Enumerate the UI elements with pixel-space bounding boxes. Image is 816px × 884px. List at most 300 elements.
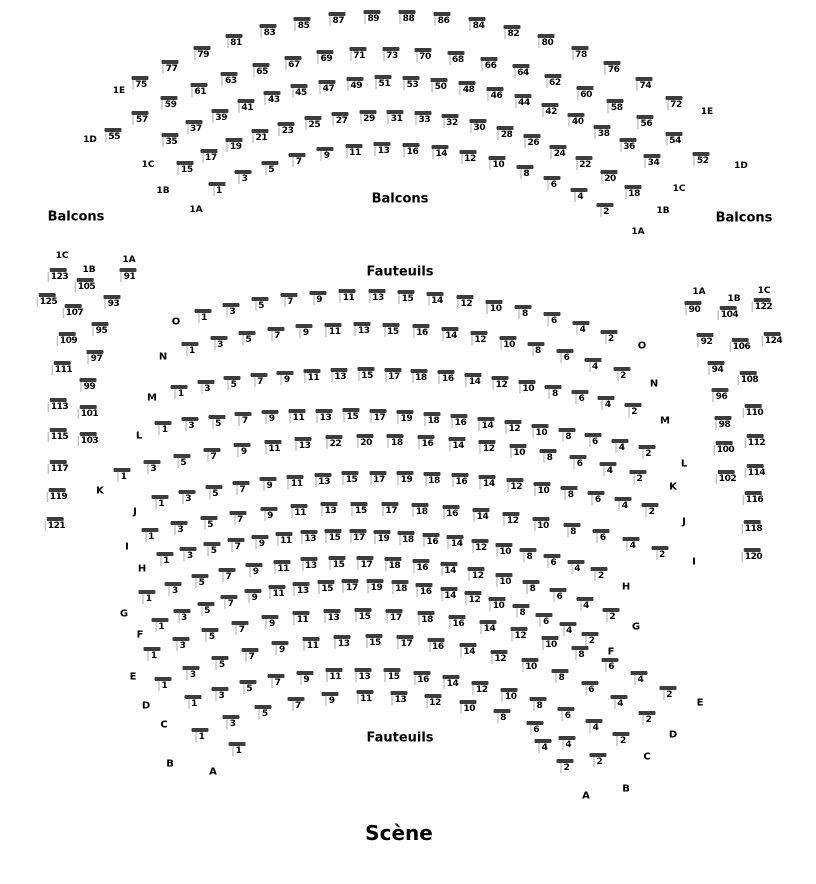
- seat-C-4[interactable]: [586, 719, 603, 733]
- seat-M-14[interactable]: [465, 373, 482, 387]
- seat-O-4[interactable]: [573, 321, 590, 335]
- seat-1D-59[interactable]: [161, 96, 178, 110]
- seat-I-7[interactable]: [230, 511, 247, 525]
- seat-O-7[interactable]: [280, 293, 297, 307]
- seat-H-1[interactable]: [156, 552, 173, 566]
- seat-E-12[interactable]: [510, 627, 527, 641]
- seat-H-8[interactable]: [519, 548, 536, 562]
- seat-F-3[interactable]: [174, 609, 191, 623]
- seat-1C-40[interactable]: [568, 113, 585, 127]
- seat-1E-74[interactable]: [635, 77, 652, 91]
- seat-N-5[interactable]: [238, 331, 255, 345]
- seat-K-13[interactable]: [295, 437, 312, 451]
- seat-B-11[interactable]: [356, 690, 373, 704]
- seat-G-2[interactable]: [602, 608, 619, 622]
- seat-I-3[interactable]: [170, 521, 187, 535]
- seat-1D-68[interactable]: [448, 51, 465, 65]
- seat-1E-80[interactable]: [538, 34, 555, 48]
- seat-1A-16[interactable]: [403, 143, 420, 157]
- seat-1D-70[interactable]: [415, 48, 432, 62]
- seat-1D-54[interactable]: [665, 132, 682, 146]
- seat-side-right-out-112[interactable]: [745, 434, 766, 448]
- seat-H-17[interactable]: [349, 529, 366, 543]
- seat-1C-49[interactable]: [346, 77, 363, 91]
- seat-1E-72[interactable]: [666, 96, 683, 110]
- seat-J-5[interactable]: [205, 485, 222, 499]
- seat-G-7[interactable]: [218, 568, 235, 582]
- seat-I-11[interactable]: [290, 504, 307, 518]
- seat-side-left-1A-93[interactable]: [104, 295, 121, 309]
- seat-D-10[interactable]: [521, 658, 538, 672]
- seat-O-3[interactable]: [222, 303, 239, 317]
- seat-1B-26[interactable]: [523, 134, 540, 148]
- seat-F-16[interactable]: [416, 583, 433, 597]
- seat-1C-36[interactable]: [619, 138, 636, 152]
- seat-M-4[interactable]: [598, 396, 615, 410]
- seat-side-right-out-118[interactable]: [742, 520, 763, 534]
- seat-F-4[interactable]: [559, 622, 576, 636]
- seat-G-8[interactable]: [523, 580, 540, 594]
- seat-I-6[interactable]: [593, 529, 610, 543]
- seat-N-14[interactable]: [441, 327, 458, 341]
- seat-1E-75[interactable]: [131, 76, 148, 90]
- seat-side-left-1B-107[interactable]: [63, 304, 84, 318]
- seat-1D-61[interactable]: [190, 83, 207, 97]
- seat-J-6[interactable]: [588, 491, 605, 505]
- seat-F-19[interactable]: [367, 579, 384, 593]
- seat-1C-41[interactable]: [237, 99, 254, 113]
- seat-N-2[interactable]: [613, 367, 630, 381]
- seat-H-14[interactable]: [447, 535, 464, 549]
- seat-I-9[interactable]: [260, 507, 277, 521]
- seat-N-13[interactable]: [354, 322, 371, 336]
- seat-1E-84[interactable]: [469, 17, 486, 31]
- seat-side-right-1A-100[interactable]: [714, 441, 735, 455]
- seat-1E-82[interactable]: [503, 25, 520, 39]
- seat-D-2[interactable]: [639, 711, 656, 725]
- seat-G-17[interactable]: [357, 556, 374, 570]
- seat-side-left-1A-99[interactable]: [80, 378, 97, 392]
- seat-B-8[interactable]: [493, 709, 510, 723]
- seat-side-right-1C-124[interactable]: [762, 332, 783, 346]
- seat-I-15[interactable]: [351, 502, 368, 516]
- seat-1E-79[interactable]: [193, 46, 210, 60]
- seat-D-15[interactable]: [365, 634, 382, 648]
- seat-G-14[interactable]: [440, 562, 457, 576]
- seat-L-16[interactable]: [451, 414, 468, 428]
- seat-C-5[interactable]: [239, 680, 256, 694]
- seat-O-9[interactable]: [309, 291, 326, 305]
- seat-1B-32[interactable]: [442, 114, 459, 128]
- seat-K-16[interactable]: [418, 435, 435, 449]
- seat-side-right-1A-98[interactable]: [715, 416, 732, 430]
- seat-side-right-1A-90[interactable]: [685, 301, 702, 315]
- seat-E-15[interactable]: [355, 608, 372, 622]
- seat-F-18[interactable]: [391, 580, 408, 594]
- seat-M-12[interactable]: [492, 376, 509, 390]
- seat-L-2[interactable]: [638, 445, 655, 459]
- seat-1C-50[interactable]: [431, 78, 448, 92]
- seat-O-2[interactable]: [601, 330, 618, 344]
- seat-H-18[interactable]: [398, 531, 415, 545]
- seat-H-3[interactable]: [180, 547, 197, 561]
- seat-D-13[interactable]: [334, 635, 351, 649]
- seat-E-8[interactable]: [571, 646, 588, 660]
- seat-N-1[interactable]: [182, 342, 199, 356]
- seat-J-2[interactable]: [642, 503, 659, 517]
- seat-N-11[interactable]: [325, 323, 342, 337]
- seat-side-left-1A-101[interactable]: [78, 405, 99, 419]
- seat-O-11[interactable]: [339, 289, 356, 303]
- seat-C-14[interactable]: [443, 675, 460, 689]
- seat-G-5[interactable]: [192, 574, 209, 588]
- seat-1C-53[interactable]: [403, 76, 420, 90]
- seat-H-12[interactable]: [471, 539, 488, 553]
- seat-K-8[interactable]: [540, 449, 557, 463]
- seat-D-9[interactable]: [272, 641, 289, 655]
- seat-D-7[interactable]: [242, 648, 259, 662]
- seat-F-5[interactable]: [197, 602, 214, 616]
- seat-L-5[interactable]: [208, 415, 225, 429]
- seat-N-4[interactable]: [585, 358, 602, 372]
- seat-side-right-1A-102[interactable]: [716, 470, 737, 484]
- seat-L-9[interactable]: [262, 410, 279, 424]
- seat-C-2[interactable]: [613, 732, 630, 746]
- seat-E-14[interactable]: [480, 620, 497, 634]
- seat-side-right-1B-104[interactable]: [718, 306, 739, 320]
- seat-1D-63[interactable]: [221, 72, 238, 86]
- seat-1D-64[interactable]: [513, 64, 530, 78]
- seat-L-1[interactable]: [155, 421, 172, 435]
- seat-1C-42[interactable]: [541, 103, 558, 117]
- seat-J-14[interactable]: [479, 475, 496, 489]
- seat-side-left-1C-125[interactable]: [37, 293, 58, 307]
- seat-G-12[interactable]: [468, 567, 485, 581]
- seat-side-left-1C-123[interactable]: [48, 268, 69, 282]
- seat-1C-34[interactable]: [644, 154, 661, 168]
- seat-side-right-1A-96[interactable]: [712, 388, 729, 402]
- seat-1A-3[interactable]: [235, 170, 252, 184]
- seat-H-13[interactable]: [300, 530, 317, 544]
- seat-L-10[interactable]: [531, 424, 548, 438]
- seat-O-8[interactable]: [515, 305, 532, 319]
- seat-1B-28[interactable]: [497, 126, 514, 140]
- seat-side-right-out-116[interactable]: [743, 491, 764, 505]
- seat-N-15[interactable]: [383, 323, 400, 337]
- seat-side-left-1A-97[interactable]: [87, 350, 104, 364]
- seat-B-10[interactable]: [459, 700, 476, 714]
- seat-C-8[interactable]: [529, 697, 546, 711]
- seat-E-18[interactable]: [417, 611, 434, 625]
- seat-A-2[interactable]: [557, 759, 574, 773]
- seat-F-6[interactable]: [536, 613, 553, 627]
- seat-E-1[interactable]: [144, 647, 161, 661]
- seat-E-6[interactable]: [601, 658, 618, 672]
- seat-side-right-1B-106[interactable]: [730, 338, 751, 352]
- seat-1A-8[interactable]: [516, 165, 533, 179]
- seat-J-3[interactable]: [178, 490, 195, 504]
- seat-E-9[interactable]: [262, 615, 279, 629]
- seat-C-13[interactable]: [354, 668, 371, 682]
- seat-O-14[interactable]: [427, 292, 444, 306]
- seat-L-15[interactable]: [342, 408, 359, 422]
- seat-J-9[interactable]: [259, 477, 276, 491]
- seat-side-left-1B-109[interactable]: [57, 332, 78, 346]
- seat-I-4[interactable]: [623, 537, 640, 551]
- seat-D-4[interactable]: [610, 695, 627, 709]
- seat-G-3[interactable]: [165, 582, 182, 596]
- seat-1E-85[interactable]: [294, 17, 311, 31]
- seat-I-17[interactable]: [381, 502, 398, 516]
- seat-H-16[interactable]: [422, 533, 439, 547]
- seat-M-3[interactable]: [197, 380, 214, 394]
- seat-O-10[interactable]: [486, 300, 503, 314]
- seat-L-3[interactable]: [181, 417, 198, 431]
- seat-H-11[interactable]: [276, 532, 293, 546]
- seat-K-9[interactable]: [234, 443, 251, 457]
- seat-F-15[interactable]: [317, 580, 334, 594]
- seat-1D-67[interactable]: [284, 56, 301, 70]
- seat-B-2[interactable]: [589, 753, 606, 767]
- seat-F-1[interactable]: [151, 618, 168, 632]
- seat-B-4[interactable]: [558, 736, 575, 750]
- seat-L-11[interactable]: [289, 409, 306, 423]
- seat-D-8[interactable]: [551, 669, 568, 683]
- seat-J-8[interactable]: [561, 486, 578, 500]
- seat-I-16[interactable]: [442, 505, 459, 519]
- seat-1E-81[interactable]: [226, 34, 243, 48]
- seat-D-6[interactable]: [581, 681, 598, 695]
- seat-G-9[interactable]: [246, 563, 263, 577]
- seat-1E-83[interactable]: [259, 24, 276, 38]
- seat-A-4[interactable]: [535, 739, 552, 753]
- seat-H-2[interactable]: [591, 567, 608, 581]
- seat-1D-52[interactable]: [693, 152, 710, 166]
- seat-1E-89[interactable]: [363, 10, 380, 24]
- seat-1D-65[interactable]: [252, 63, 269, 77]
- seat-M-11[interactable]: [303, 369, 320, 383]
- seat-B-6[interactable]: [526, 721, 543, 735]
- seat-1B-33[interactable]: [414, 111, 431, 125]
- seat-1B-31[interactable]: [387, 110, 404, 124]
- seat-1A-11[interactable]: [345, 144, 362, 158]
- seat-M-1[interactable]: [171, 385, 188, 399]
- seat-L-19[interactable]: [397, 410, 414, 424]
- seat-side-right-out-110[interactable]: [743, 404, 764, 418]
- seat-L-12[interactable]: [504, 420, 521, 434]
- seat-1A-10[interactable]: [488, 156, 505, 170]
- seat-E-13[interactable]: [323, 609, 340, 623]
- seat-G-10[interactable]: [495, 573, 512, 587]
- seat-E-4[interactable]: [630, 671, 647, 685]
- seat-I-10[interactable]: [533, 517, 550, 531]
- seat-C-9[interactable]: [296, 671, 313, 685]
- seat-1A-12[interactable]: [460, 150, 477, 164]
- seat-C-7[interactable]: [268, 674, 285, 688]
- seat-K-1[interactable]: [114, 468, 131, 482]
- seat-1C-43[interactable]: [264, 91, 281, 105]
- seat-J-4[interactable]: [615, 497, 632, 511]
- seat-side-left-out-119[interactable]: [47, 488, 68, 502]
- seat-1B-20[interactable]: [600, 170, 617, 184]
- seat-C-11[interactable]: [325, 668, 342, 682]
- seat-H-19[interactable]: [374, 530, 391, 544]
- seat-1D-58[interactable]: [607, 99, 624, 113]
- seat-side-left-out-115[interactable]: [48, 428, 69, 442]
- seat-K-3[interactable]: [143, 460, 160, 474]
- seat-B-12[interactable]: [425, 694, 442, 708]
- seat-I-14[interactable]: [472, 508, 489, 522]
- seat-side-left-1A-103[interactable]: [78, 432, 99, 446]
- seat-G-1[interactable]: [139, 590, 156, 604]
- seat-E-3[interactable]: [173, 637, 190, 651]
- seat-J-12[interactable]: [506, 478, 523, 492]
- seat-J-15[interactable]: [342, 471, 359, 485]
- seat-N-3[interactable]: [210, 336, 227, 350]
- seat-L-18[interactable]: [424, 412, 441, 426]
- seat-side-left-1A-91[interactable]: [120, 268, 137, 282]
- seat-D-11[interactable]: [303, 637, 320, 651]
- seat-F-9[interactable]: [244, 589, 261, 603]
- seat-side-right-1A-94[interactable]: [708, 361, 725, 375]
- seat-I-5[interactable]: [200, 516, 217, 530]
- seat-D-1[interactable]: [154, 677, 171, 691]
- seat-1B-30[interactable]: [469, 119, 486, 133]
- seat-N-10[interactable]: [499, 336, 516, 350]
- seat-M-17[interactable]: [384, 368, 401, 382]
- seat-1C-48[interactable]: [459, 81, 476, 95]
- seat-C-16[interactable]: [413, 671, 430, 685]
- seat-E-7[interactable]: [232, 621, 249, 635]
- seat-F-12[interactable]: [464, 591, 481, 605]
- seat-B-5[interactable]: [255, 705, 272, 719]
- seat-F-17[interactable]: [342, 579, 359, 593]
- seat-M-8[interactable]: [545, 385, 562, 399]
- seat-1C-45[interactable]: [291, 84, 308, 98]
- seat-C-3[interactable]: [211, 687, 228, 701]
- seat-E-5[interactable]: [202, 628, 219, 642]
- seat-I-2[interactable]: [652, 546, 669, 560]
- seat-K-7[interactable]: [203, 448, 220, 462]
- seat-1A-7[interactable]: [289, 153, 306, 167]
- seat-O-15[interactable]: [398, 290, 415, 304]
- seat-1C-35[interactable]: [161, 133, 178, 147]
- seat-I-8[interactable]: [563, 523, 580, 537]
- seat-1C-38[interactable]: [594, 125, 611, 139]
- seat-J-13[interactable]: [314, 473, 331, 487]
- seat-G-18[interactable]: [384, 557, 401, 571]
- seat-N-8[interactable]: [528, 342, 545, 356]
- seat-1B-24[interactable]: [550, 145, 567, 159]
- seat-L-4[interactable]: [612, 439, 629, 453]
- seat-side-left-out-121[interactable]: [45, 517, 66, 531]
- seat-H-15[interactable]: [325, 529, 342, 543]
- seat-H-9[interactable]: [252, 535, 269, 549]
- seat-N-16[interactable]: [412, 324, 429, 338]
- seat-B-3[interactable]: [223, 715, 240, 729]
- seat-1D-56[interactable]: [636, 115, 653, 129]
- seat-D-16[interactable]: [428, 638, 445, 652]
- seat-K-10[interactable]: [509, 444, 526, 458]
- seat-O-6[interactable]: [544, 312, 561, 326]
- seat-E-2[interactable]: [659, 686, 676, 700]
- seat-1E-87[interactable]: [328, 12, 345, 26]
- seat-K-4[interactable]: [600, 462, 617, 476]
- seat-M-15[interactable]: [357, 367, 374, 381]
- seat-1B-15[interactable]: [177, 161, 194, 175]
- seat-C-15[interactable]: [384, 668, 401, 682]
- seat-1A-5[interactable]: [261, 161, 278, 175]
- seat-D-14[interactable]: [459, 643, 476, 657]
- seat-D-17[interactable]: [397, 635, 414, 649]
- seat-1B-23[interactable]: [278, 122, 295, 136]
- seat-D-3[interactable]: [183, 666, 200, 680]
- seat-1D-73[interactable]: [382, 47, 399, 61]
- seat-M-16[interactable]: [438, 370, 455, 384]
- seat-1C-46[interactable]: [487, 87, 504, 101]
- seat-F-2[interactable]: [582, 632, 599, 646]
- seat-1B-22[interactable]: [575, 156, 592, 170]
- seat-K-20[interactable]: [356, 434, 373, 448]
- seat-1D-62[interactable]: [545, 74, 562, 88]
- seat-1A-9[interactable]: [317, 147, 334, 161]
- seat-C-6[interactable]: [558, 707, 575, 721]
- seat-B-7[interactable]: [288, 697, 305, 711]
- seat-1C-39[interactable]: [211, 109, 228, 123]
- seat-E-17[interactable]: [386, 609, 403, 623]
- seat-1B-17[interactable]: [201, 149, 218, 163]
- seat-1B-18[interactable]: [624, 185, 641, 199]
- seat-B-9[interactable]: [322, 692, 339, 706]
- seat-J-16[interactable]: [451, 473, 468, 487]
- seat-N-6[interactable]: [557, 349, 574, 363]
- seat-J-11[interactable]: [287, 475, 304, 489]
- seat-side-right-out-108[interactable]: [738, 371, 759, 385]
- seat-I-1[interactable]: [141, 528, 158, 542]
- seat-side-left-out-113[interactable]: [48, 398, 69, 412]
- seat-side-left-1B-111[interactable]: [52, 361, 73, 375]
- seat-C-10[interactable]: [501, 688, 518, 702]
- seat-F-11[interactable]: [269, 585, 286, 599]
- seat-L-6[interactable]: [585, 433, 602, 447]
- seat-O-1[interactable]: [194, 309, 211, 323]
- seat-1E-77[interactable]: [162, 60, 179, 74]
- seat-K-11[interactable]: [264, 440, 281, 454]
- seat-K-2[interactable]: [629, 470, 646, 484]
- seat-1B-29[interactable]: [359, 110, 376, 124]
- seat-F-7[interactable]: [221, 595, 238, 609]
- seat-1A-2[interactable]: [596, 203, 613, 217]
- seat-L-7[interactable]: [235, 412, 252, 426]
- seat-H-5[interactable]: [204, 542, 221, 556]
- seat-D-5[interactable]: [212, 656, 229, 670]
- seat-1D-66[interactable]: [481, 57, 498, 71]
- seat-D-12[interactable]: [490, 650, 507, 664]
- seat-1B-21[interactable]: [251, 129, 268, 143]
- seat-K-18[interactable]: [387, 434, 404, 448]
- seat-1A-13[interactable]: [374, 142, 391, 156]
- seat-side-right-out-114[interactable]: [745, 464, 766, 478]
- seat-I-13[interactable]: [321, 502, 338, 516]
- seat-J-19[interactable]: [397, 471, 414, 485]
- seat-side-right-1C-122[interactable]: [752, 298, 773, 312]
- seat-N-7[interactable]: [267, 327, 284, 341]
- seat-E-11[interactable]: [293, 611, 310, 625]
- seat-H-4[interactable]: [567, 560, 584, 574]
- seat-1A-4[interactable]: [570, 188, 587, 202]
- seat-B-13[interactable]: [391, 691, 408, 705]
- seat-J-7[interactable]: [232, 481, 249, 495]
